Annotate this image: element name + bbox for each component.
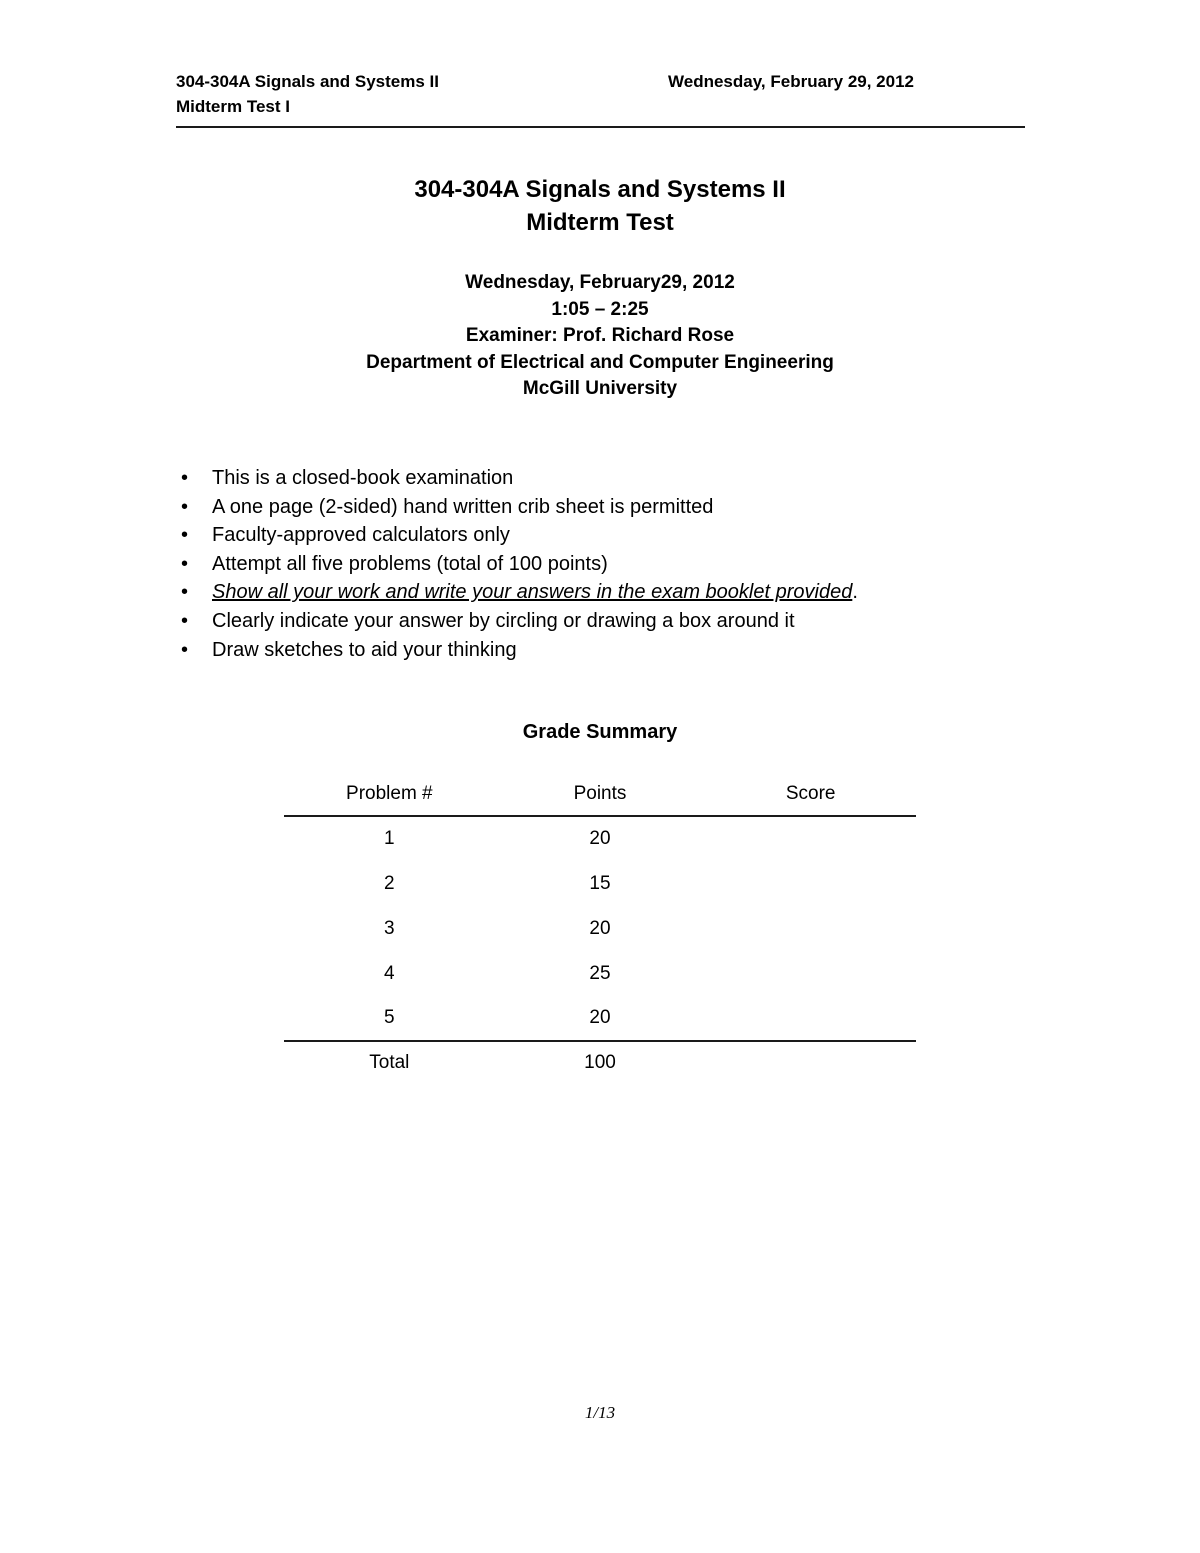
exam-details bbox=[0, 270, 1200, 403]
exam-date: Wednesday, February29, 2012 bbox=[465, 272, 735, 293]
points-cell: 15 bbox=[589, 872, 611, 894]
exam-examiner: Examiner: Prof. Richard Rose bbox=[465, 325, 735, 346]
total-score-cell bbox=[705, 1041, 916, 1083]
problem-cell: 5 bbox=[284, 996, 495, 1041]
page-header-left bbox=[176, 69, 439, 119]
problem-cell: 2 bbox=[384, 872, 395, 894]
instructions-list bbox=[179, 464, 1049, 664]
page-header-date: Wednesday, February 29, 2012 bbox=[668, 72, 914, 91]
instruction-item: • Clearly indicate your answer by circling or drawing a box around it bbox=[179, 607, 1049, 636]
problem-cell: 1 bbox=[384, 828, 395, 849]
score-cell bbox=[705, 906, 916, 951]
header-course-line: 304-304A Signals and Systems II bbox=[176, 72, 439, 91]
header-divider-rule bbox=[176, 126, 1025, 128]
grade-summary-heading: Grade Summary bbox=[522, 721, 678, 743]
points-cell: 20 bbox=[589, 917, 611, 939]
problem-cell: 3 bbox=[384, 917, 395, 939]
title-line1: 304-304A Signals and Systems II bbox=[414, 176, 786, 203]
column-header-points: Points bbox=[495, 772, 706, 816]
total-label-cell: Total bbox=[369, 1051, 410, 1073]
emphasized-instruction-period: . bbox=[852, 581, 858, 604]
instructions-section bbox=[179, 464, 1049, 664]
instruction-item: • Draw sketches to aid your thinking bbox=[179, 636, 1049, 665]
table-row bbox=[284, 861, 916, 906]
grade-summary-table bbox=[284, 772, 916, 1083]
exam-department: Department of Electrical and Computer Engineering bbox=[366, 351, 834, 373]
instruction-item: • This is a closed-book examination bbox=[179, 464, 1049, 493]
header-test-line: Midterm Test I bbox=[176, 97, 290, 116]
page-number: 1/13 bbox=[584, 1403, 616, 1422]
document-title bbox=[0, 173, 1200, 239]
score-cell bbox=[705, 996, 916, 1041]
instruction-item-emphasized bbox=[179, 578, 1049, 607]
table-total-row bbox=[284, 1041, 916, 1083]
score-cell bbox=[705, 861, 916, 906]
column-header-problem: Problem # bbox=[284, 772, 495, 816]
exam-university: McGill University bbox=[522, 378, 678, 399]
instruction-item: • Attempt all five problems (total of 100 points) bbox=[179, 550, 1049, 579]
title-line2: Midterm Test bbox=[526, 209, 674, 236]
points-cell: 20 bbox=[589, 828, 611, 849]
table-row bbox=[284, 906, 916, 951]
points-cell: 20 bbox=[495, 996, 706, 1041]
score-cell bbox=[705, 816, 916, 861]
instruction-item: • Faculty-approved calculators only bbox=[179, 521, 1049, 550]
emphasized-instruction-text: Show all your work and write your answers in the exam booklet provided bbox=[212, 581, 853, 604]
total-points-cell: 100 bbox=[584, 1051, 616, 1073]
score-cell bbox=[705, 951, 916, 996]
exam-time: 1:05 – 2:25 bbox=[551, 298, 649, 320]
table-header-row bbox=[284, 772, 916, 816]
column-header-score: Score bbox=[705, 772, 916, 816]
points-cell: 25 bbox=[589, 962, 611, 984]
table-row bbox=[284, 996, 916, 1041]
problem-cell: 4 bbox=[384, 962, 395, 984]
table-row bbox=[284, 816, 916, 861]
instruction-item: • A one page (2-sided) hand written crib sheet is permitted bbox=[179, 493, 1049, 522]
table-row bbox=[284, 951, 916, 996]
